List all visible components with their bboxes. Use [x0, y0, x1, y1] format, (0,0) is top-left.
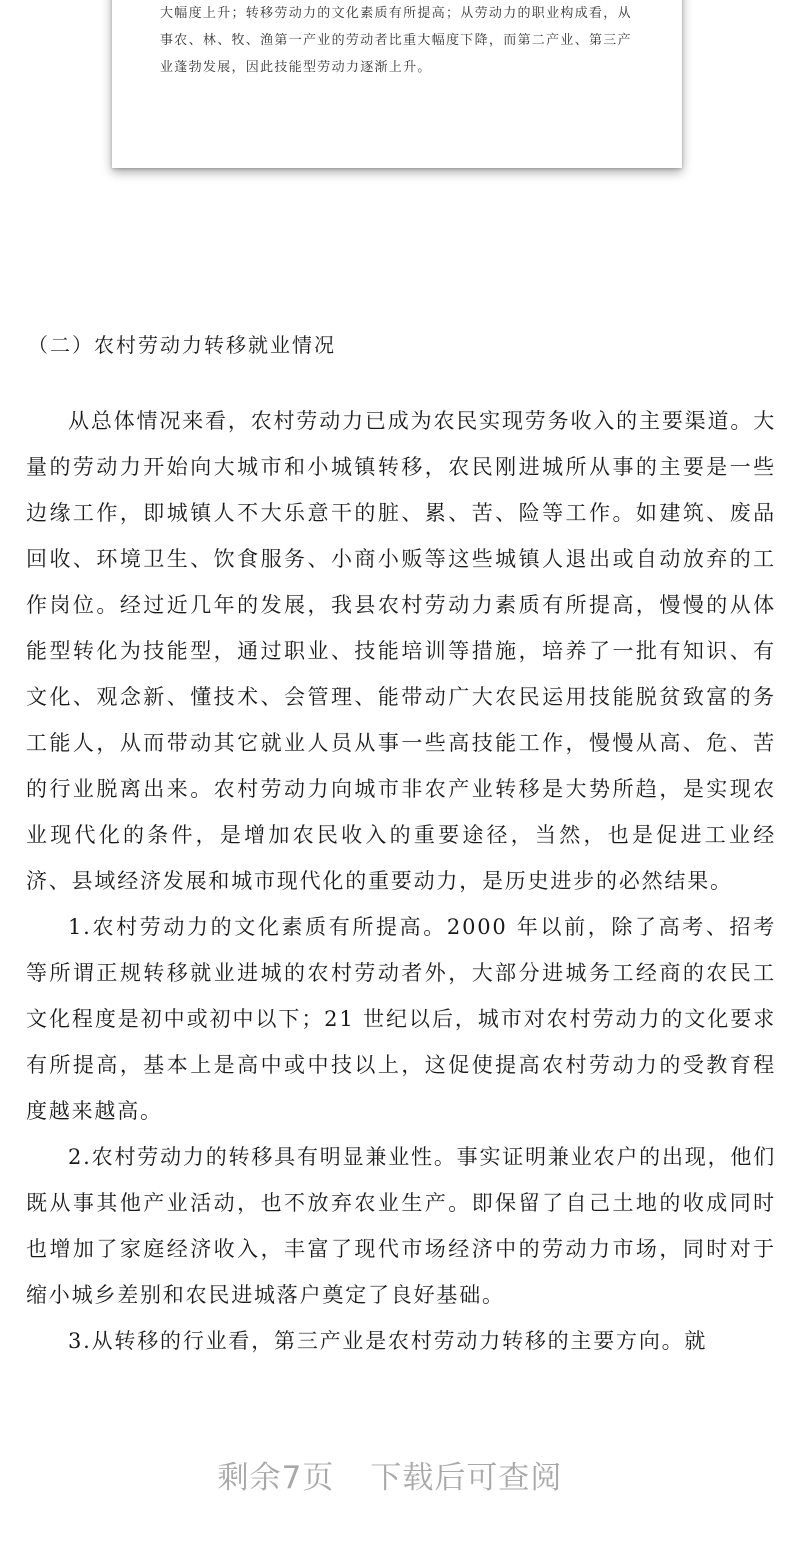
previous-page-card: [112, 0, 682, 168]
download-to-view-label[interactable]: 下载后可查阅: [370, 1460, 563, 1496]
previous-page-text: 大幅度上升；转移劳动力的文化素质有所提高；从劳动力的职业构成看，从事农、林、牧、渔第一产业的劳动者比重大幅度下降，而第二产业、第三产业蓬勃发展，因此技能型劳动力逐渐上升。: [160, 6, 632, 75]
paragraph-point-2: 2.农村劳动力的转移具有明显兼业性。事实证明兼业农户的出现，他们既从事其他产业活动，也不放弃农业生产。即保留了自己土地的收成同时也增加了家庭经济收入，丰富了现代市场经济中的劳动力市场，同时对于缩小城乡差别和农民进城落户奠定了良好基础。: [26, 1145, 776, 1307]
section-heading: （二）农村劳动力转移就业情况: [28, 333, 336, 357]
download-prompt[interactable]: [0, 1452, 780, 1497]
document-body: [26, 398, 776, 1364]
remaining-pages-label[interactable]: 剩余7页: [217, 1460, 335, 1496]
paragraph-overview: 从总体情况来看，农村劳动力已成为农民实现劳务收入的主要渠道。大量的劳动力开始向大城市和小城镇转移，农民刚进城所从事的主要是一些边缘工作，即城镇人不大乐意干的脏、累、苦、险等工作。如建筑、废品回收、环境卫生、饮食服务、小商小贩等这些城镇人退出或自动放弃的工作岗位。经过近几年的发展，我县农村劳动力素质有所提高，慢慢的从体能型转化为技能型，通过职业、技能培训等措施，培养了一批有知识、有文化、观念新、懂技术、会管理、能带动广大农民运用技能脱贫致富的务工能人，从而带动其它就业人员从事一些高技能工作，慢慢从高、危、苦的行业脱离出来。农村劳动力向城市非农产业转移是大势所趋，是实现农业现代化的条件，是增加农民收入的重要途径，当然，也是促进工业经济、县域经济发展和城市现代化的重要动力，是历史进步的必然结果。: [26, 409, 776, 893]
paragraph-point-1: 1.农村劳动力的文化素质有所提高。2000 年以前，除了高考、招考等所谓正规转移就业进城的农村劳动者外，大部分进城务工经商的农民工文化程度是初中或初中以下；21 世纪以后，城市对农村劳动力的文化要求有所提高，基本上是高中或中技以上，这促使提高农村劳动力的受教育程度越来越高。: [26, 915, 776, 1123]
paragraph-point-3: 3.从转移的行业看，第三产业是农村劳动力转移的主要方向。就: [68, 1329, 708, 1353]
